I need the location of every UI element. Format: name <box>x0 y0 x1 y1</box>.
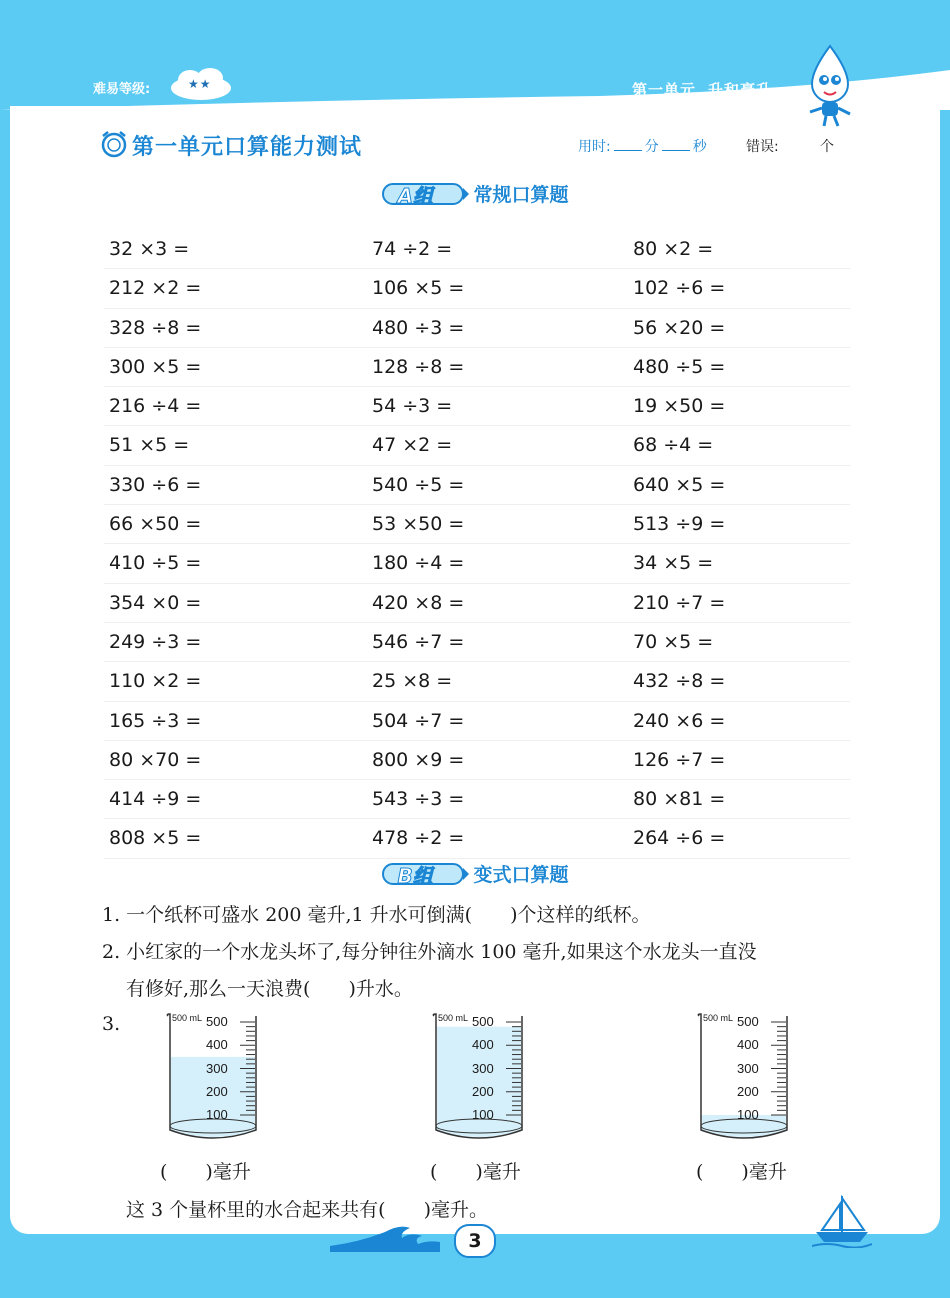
seconds-blank[interactable] <box>662 140 690 151</box>
problem-row <box>104 505 850 544</box>
problem-item: 249 ÷3 = <box>109 630 202 653</box>
problem-item: 480 ÷5 = <box>633 355 726 378</box>
error-field <box>746 136 779 156</box>
cup-tick-label: 400 <box>472 1037 494 1053</box>
error-unit: 个 <box>820 139 834 155</box>
question-3-label: 3. <box>102 1013 121 1035</box>
difficulty-label: 难易等级: <box>93 82 151 97</box>
problem-item: 504 ÷7 = <box>372 709 465 732</box>
cup-3-answer[interactable]: ( )毫升 <box>696 1161 787 1183</box>
problem-item: 800 ×9 = <box>372 748 465 771</box>
problem-row <box>104 309 850 348</box>
cup-tick-label: 200 <box>206 1083 228 1099</box>
problem-item: 68 ÷4 = <box>633 434 714 457</box>
problem-row <box>104 230 850 269</box>
cup-tick-label: 100 <box>206 1107 228 1122</box>
cup-tick-label: 300 <box>206 1060 228 1076</box>
sailboat-icon <box>812 1192 872 1248</box>
problem-item: 216 ÷4 = <box>109 395 202 418</box>
problem-item: 513 ÷9 = <box>633 513 726 536</box>
problem-row <box>104 741 850 780</box>
page-number: 3 <box>454 1224 496 1258</box>
problem-row <box>104 662 850 701</box>
problem-row <box>104 466 850 505</box>
problem-item: 264 ÷6 = <box>633 827 726 850</box>
cup-tick-label: 500 <box>737 1014 759 1029</box>
problem-item: 34 ×5 = <box>633 552 714 575</box>
cup-tick-label: 300 <box>472 1060 494 1076</box>
problem-item: 128 ÷8 = <box>372 355 465 378</box>
time-label: 用时: <box>578 139 611 155</box>
wave-icon <box>330 1212 440 1252</box>
problem-item: 478 ÷2 = <box>372 827 465 850</box>
problem-row <box>104 387 850 426</box>
cup-tick-label: 200 <box>472 1083 494 1099</box>
minute-label: 分 <box>644 139 659 155</box>
cup-tick-label: 200 <box>737 1083 759 1099</box>
question-1: 1. 一个纸杯可盛水 200 毫升,1 升水可倒满( )个这样的纸杯。 <box>102 904 651 926</box>
section-b-title: 变式口算题 <box>473 863 569 886</box>
problem-item: 330 ÷6 = <box>109 473 202 496</box>
cup-tick-label: 400 <box>206 1037 228 1053</box>
unit-header <box>632 79 772 100</box>
problem-row <box>104 780 850 819</box>
cup-tick-label: 500 <box>206 1014 228 1029</box>
measuring-cup <box>166 1012 306 1142</box>
problem-item: 328 ÷8 = <box>109 316 202 339</box>
problem-row <box>104 426 850 465</box>
problem-item: 126 ÷7 = <box>633 748 726 771</box>
section-b-badge: B组 <box>381 858 469 888</box>
problem-item: 51 ×5 = <box>109 434 190 457</box>
problem-item: 102 ÷6 = <box>633 277 726 300</box>
problem-item: 180 ÷4 = <box>372 552 465 575</box>
cup-tick-label: 100 <box>472 1107 494 1122</box>
section-a-header <box>0 178 950 208</box>
cup-2-answer[interactable]: ( )毫升 <box>430 1161 521 1183</box>
question-2-line-2: 有修好,那么一天浪费( )升水。 <box>126 978 413 1000</box>
question-3-total: 这 3 个量杯里的水合起来共有( )毫升。 <box>126 1199 488 1221</box>
problem-item: 80 ×2 = <box>633 238 714 260</box>
problem-item: 25 ×8 = <box>372 670 453 693</box>
problem-item: 240 ×6 = <box>633 709 726 732</box>
difficulty-stars: ★★ <box>188 77 212 91</box>
problem-item: 66 ×50 = <box>109 513 202 536</box>
measuring-cup <box>432 1012 572 1142</box>
problem-item: 54 ÷3 = <box>372 395 453 418</box>
minutes-blank[interactable] <box>614 140 642 151</box>
problem-item: 808 ×5 = <box>109 827 202 850</box>
water-drop-mascot-icon <box>800 40 860 130</box>
unit-label: 第一单元 <box>632 81 697 99</box>
section-b-header <box>0 858 950 888</box>
problem-item: 106 ×5 = <box>372 277 465 300</box>
problem-item: 543 ÷3 = <box>372 788 465 811</box>
second-label: 秒 <box>692 139 707 155</box>
error-label: 错误: <box>746 139 779 155</box>
problem-row <box>104 819 850 858</box>
problem-item: 210 ÷7 = <box>633 591 726 614</box>
problem-item: 546 ÷7 = <box>372 630 465 653</box>
problem-item: 300 ×5 = <box>109 355 202 378</box>
problem-row <box>104 623 850 662</box>
section-a-title: 常规口算题 <box>473 183 569 206</box>
problem-item: 19 ×50 = <box>633 395 726 418</box>
cup-1-answer[interactable]: ( )毫升 <box>160 1161 251 1183</box>
problem-item: 414 ÷9 = <box>109 788 202 811</box>
problem-item: 32 ×3 = <box>109 238 190 260</box>
problem-item: 420 ×8 = <box>372 591 465 614</box>
problem-item: 540 ÷5 = <box>372 473 465 496</box>
problem-item: 47 ×2 = <box>372 434 453 457</box>
problem-item: 74 ÷2 = <box>372 238 453 260</box>
problem-item: 53 ×50 = <box>372 513 465 536</box>
section-a-badge: A组 <box>381 178 469 208</box>
measuring-cup <box>697 1012 837 1142</box>
cup-tick-label: 300 <box>737 1060 759 1076</box>
cup-tick-label: 100 <box>737 1107 759 1122</box>
problem-item: 480 ÷3 = <box>372 316 465 339</box>
problem-item: 354 ×0 = <box>109 591 202 614</box>
problem-item: 410 ÷5 = <box>109 552 202 575</box>
cup-max-label: 500 mL <box>703 1013 734 1023</box>
problem-item: 80 ×81 = <box>633 788 726 811</box>
problem-item: 165 ÷3 = <box>109 709 202 732</box>
problem-row <box>104 348 850 387</box>
problem-item: 212 ×2 = <box>109 277 202 300</box>
problem-item: 80 ×70 = <box>109 748 202 771</box>
cup-tick-label: 400 <box>737 1037 759 1053</box>
page-title: 第一单元口算能力测试 <box>132 135 363 160</box>
unit-topic: 升和毫升 <box>708 81 773 99</box>
problem-row <box>104 269 850 308</box>
cup-tick-label: 500 <box>472 1014 494 1029</box>
problem-row <box>104 544 850 583</box>
problem-grid <box>104 230 850 859</box>
problem-item: 110 ×2 = <box>109 670 202 693</box>
problem-item: 70 ×5 = <box>633 630 714 653</box>
cup-max-label: 500 mL <box>438 1013 469 1023</box>
problem-item: 432 ÷8 = <box>633 670 726 693</box>
question-2-line-1: 2. 小红家的一个水龙头坏了,每分钟往外滴水 100 毫升,如果这个水龙头一直没 <box>102 941 757 963</box>
problem-row <box>104 584 850 623</box>
problem-item: 56 ×20 = <box>633 316 726 339</box>
time-field <box>578 136 707 156</box>
problem-row <box>104 702 850 741</box>
problem-item: 640 ×5 = <box>633 473 726 496</box>
alarm-clock-icon <box>100 130 128 158</box>
cup-max-label: 500 mL <box>172 1013 203 1023</box>
